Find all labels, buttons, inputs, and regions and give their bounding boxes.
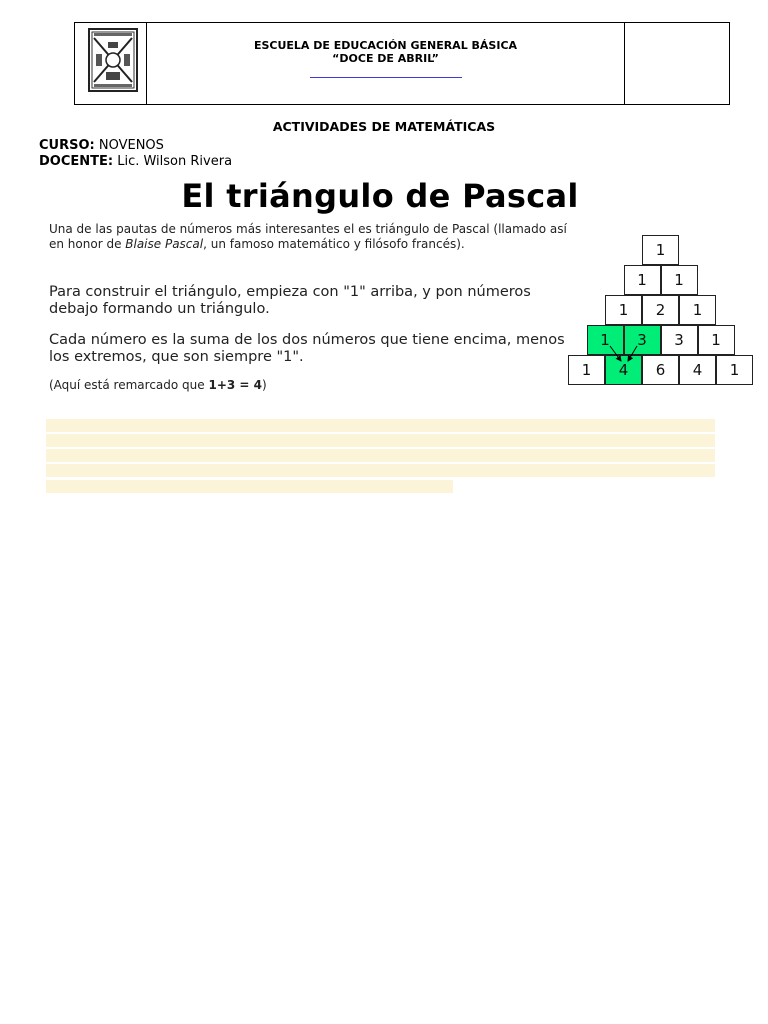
course-label: CURSO: (39, 138, 95, 153)
construct-paragraph: Para construir el triángulo, empieza con "1" arriba, y pon números debajo formando un triángulo. (49, 284, 531, 317)
note-prefix: (Aquí está remarcado que (49, 378, 209, 392)
highlight-band (46, 419, 715, 432)
school-crest-icon (88, 28, 138, 92)
note-paragraph (49, 378, 569, 393)
highlight-band (46, 449, 715, 462)
triangle-cell: 1 (661, 265, 698, 295)
teacher-line (39, 154, 232, 169)
triangle-cell: 3 (661, 325, 698, 355)
sum-paragraph: Cada número es la suma de los dos números que tiene encima, menos los extremos, que son siempre "1". (49, 332, 565, 365)
school-subtitle: “DOCE DE ABRIL” (332, 52, 439, 65)
triangle-cell: 1 (624, 265, 661, 295)
triangle-cell: 1 (716, 355, 753, 385)
triangle-cell: 2 (642, 295, 679, 325)
triangle-cell: 6 (642, 355, 679, 385)
triangle-cell: 1 (605, 295, 642, 325)
course-value: NOVENOS (94, 138, 164, 153)
triangle-cell: 1 (587, 325, 624, 355)
highlight-band (46, 480, 453, 493)
highlight-band (46, 434, 715, 447)
triangle-cell: 4 (605, 355, 642, 385)
triangle-cell: 1 (568, 355, 605, 385)
triangle-cell: 3 (624, 325, 661, 355)
teacher-value: Lic. Wilson Rivera (113, 154, 233, 169)
intro-name: Blaise Pascal (125, 237, 204, 251)
school-header (74, 22, 730, 105)
triangle-cell: 1 (698, 325, 735, 355)
school-name-cell (147, 23, 625, 104)
logo-cell (75, 23, 147, 104)
triangle-cell: 1 (642, 235, 679, 265)
school-name: ESCUELA DE EDUCACIÓN GENERAL BÁSICA (253, 39, 518, 52)
page-title: El triángulo de Pascal (181, 177, 579, 215)
intro-text-2: , un famoso matemático y filósofo francés). (203, 237, 465, 251)
note-suffix: ) (261, 378, 267, 392)
note-expression: 1+3 = 4 (208, 378, 262, 392)
link-underline[interactable] (310, 77, 462, 78)
course-line (39, 138, 164, 153)
highlight-band (46, 464, 715, 477)
activities-title: ACTIVIDADES DE MATEMÁTICAS (272, 119, 496, 134)
intro-paragraph (49, 222, 569, 252)
header-empty-cell (625, 23, 729, 104)
triangle-cell: 1 (679, 295, 716, 325)
triangle-cell: 4 (679, 355, 716, 385)
teacher-label: DOCENTE: (39, 154, 114, 169)
intro-text-1: Una de las pautas de números más interesantes el es triángulo de Pascal (llamado así en honor de (49, 222, 567, 251)
